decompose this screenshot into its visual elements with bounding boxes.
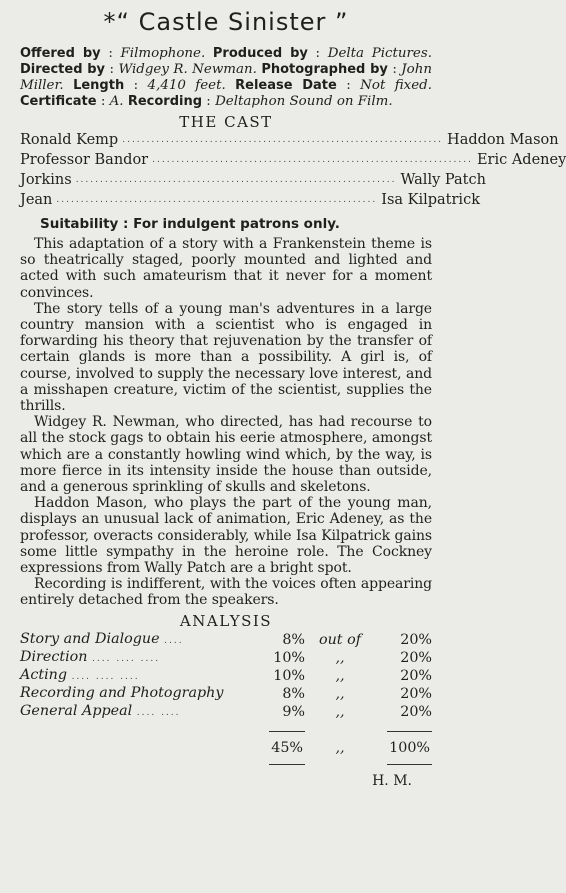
photographed-label: Photographed by (261, 62, 388, 77)
reviewer-initials: H. M. (372, 772, 412, 789)
review-paragraph: Haddon Mason, who plays the part of the young man, displays an unusual lack of animation, Eric Adeney, as the professor, overacts considerably, while Isa Kilpatrick gains some little sympathy in the heroine role. The Cockney expressions from Wally Patch are a bright spot. (20, 495, 432, 577)
analysis-mid: ,, (335, 649, 345, 666)
cast-list (20, 132, 566, 212)
analysis-category: Recording and Photography (20, 684, 224, 701)
directed-value: Widgey R. Newman. (118, 62, 257, 77)
cast-role: Jean (20, 192, 53, 208)
release-label: Release Date (235, 78, 337, 93)
review-paragraph: Recording is indifferent, with the voices often appearing entirely detached from the speakers. (20, 576, 432, 609)
cast-actor: Isa Kilpatrick (381, 192, 480, 208)
analysis-max: 20% (400, 685, 432, 702)
cast-actor: Wally Patch (400, 172, 486, 188)
release-value: Not fixed. (360, 78, 432, 93)
suitability-value: For indulgent patrons only. (133, 216, 340, 232)
analysis-table (20, 631, 432, 765)
cast-role: Jorkins (20, 172, 72, 188)
analysis-mid: ,, (335, 703, 345, 720)
cast-actor: Haddon Mason (447, 132, 559, 148)
analysis-max: 20% (400, 667, 432, 684)
analysis-category: Story and Dialogue (20, 630, 160, 647)
produced-label: Produced by (212, 46, 308, 61)
cast-row (20, 152, 566, 172)
offered-value: Filmophone. (120, 46, 206, 61)
certificate-label: Certificate (20, 94, 97, 109)
analysis-row (20, 631, 432, 649)
cast-row (20, 172, 486, 192)
analysis-score: 10% (273, 649, 305, 666)
leader-dots: .... (164, 635, 184, 646)
leader-dots: .................................................................. (122, 135, 444, 145)
review-paragraph: This adaptation of a story with a Frankenstein theme is so theatrically staged, poorly mounted and lighted and acted with such amateurism that it never for a moment convinces. (20, 236, 432, 301)
cast-role: Ronald Kemp (20, 132, 119, 148)
analysis-score: 8% (282, 685, 305, 702)
analysis-score: 9% (282, 703, 305, 720)
leader-dots: .................................................................. (56, 195, 378, 205)
length-value: 4,410 feet. (147, 78, 226, 93)
analysis-score: 8% (282, 631, 305, 648)
review-body (20, 236, 432, 609)
leader-dots: .... .... (136, 707, 181, 718)
analysis-mid: out of (318, 631, 361, 648)
review-paragraph: The story tells of a young man's adventures in a large country mansion with a scientist who is engaged in forwarding his theory that rejuvenation by the transfer of certain glands is more than a possibility. A girl is, of course, involved to supply the necessary love interest, and a misshapen creature, victim of the scientist, supplies the thrills. (20, 300, 432, 415)
suitability-line (40, 216, 432, 232)
review-paragraph: Widgey R. Newman, who directed, has had recourse to all the stock gags to obtain his eerie atmosphere, amongst which are a constantly howling wind which, by the way, is more fierce in its intensity inside the house than outside, and a generous sprinkling of skulls and skeletons. (20, 414, 432, 496)
analysis-mid: ,, (335, 667, 345, 684)
cast-actor: Eric Adeney (476, 152, 566, 168)
leader-dots: .... .... .... (71, 671, 140, 682)
analysis-total-row (20, 721, 432, 765)
leader-dots: .................................................................. (152, 155, 473, 165)
offered-label: Offered by (20, 46, 101, 61)
produced-value: Delta Pictures. (327, 46, 432, 61)
analysis-row (20, 685, 432, 703)
analysis-row (20, 703, 432, 721)
analysis-max: 20% (400, 703, 432, 720)
leader-dots: .................................................................. (75, 175, 397, 185)
total-score: 45% (269, 731, 305, 765)
total-max: 100% (387, 731, 432, 765)
length-label: Length (73, 78, 125, 93)
cast-row (20, 192, 480, 212)
photographed-value: John Miller. (20, 62, 432, 93)
leader-dots: .... .... .... (92, 653, 161, 664)
analysis-category: General Appeal (20, 702, 133, 719)
film-title: *“ Castle Sinister ” (103, 8, 349, 36)
certificate-value: A. (109, 94, 124, 109)
total-mid: ,, (335, 739, 345, 756)
analysis-category: Direction (20, 648, 88, 665)
review-page (20, 6, 566, 789)
analysis-score: 10% (273, 667, 305, 684)
recording-label: Recording (127, 94, 203, 109)
analysis-category: Acting (20, 666, 68, 683)
analysis-row (20, 649, 432, 667)
analysis-mid: ,, (335, 685, 345, 702)
analysis-max: 20% (400, 649, 432, 666)
recording-value: Deltaphon Sound on Film. (215, 94, 393, 109)
analysis-heading: ANALYSIS (179, 611, 273, 630)
cast-heading: THE CAST (179, 113, 273, 131)
cast-role: Professor Bandor (20, 152, 149, 168)
suitability-label: Suitability : (40, 216, 129, 232)
credits-block: Offered by : Filmophone. Produced by : Delta Pictures. Directed by : Widgey R. Newman. Photographed by : John Miller. Length : 4,410 feet. Release Date : Not fixed. Certificate : A. Recording : Deltaphon Sound on Film. (20, 46, 432, 109)
cast-row (20, 132, 559, 152)
analysis-max: 20% (400, 631, 432, 648)
analysis-row (20, 667, 432, 685)
directed-label: Directed by (20, 62, 106, 77)
